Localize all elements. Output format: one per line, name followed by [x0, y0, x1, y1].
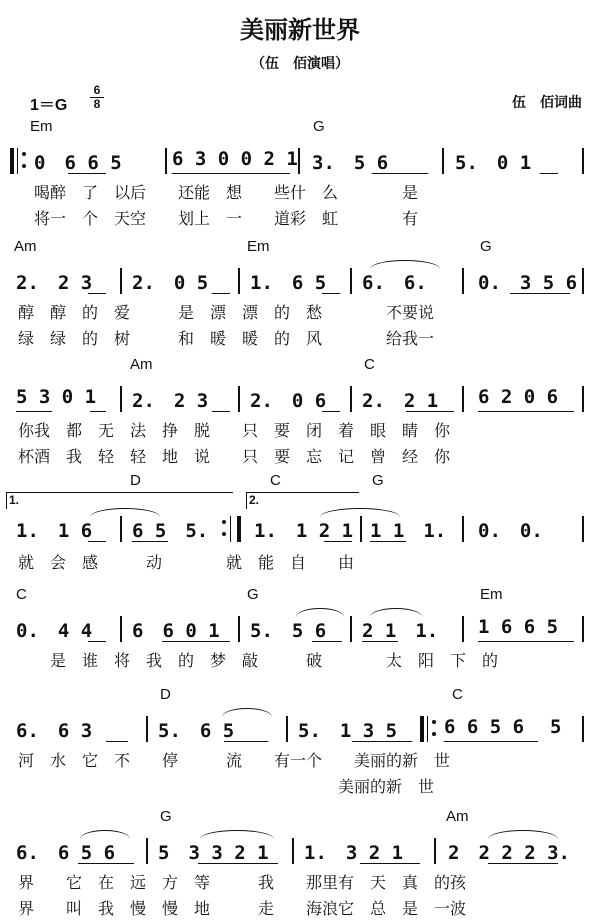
chord-symbol: Am	[14, 238, 37, 255]
measure-notes: 5 3 3 2 1	[158, 842, 269, 864]
barline	[582, 148, 584, 174]
measure-notes: 0. 4 4	[16, 620, 93, 642]
barline	[462, 268, 464, 294]
beam-underline	[88, 541, 106, 542]
barline	[582, 516, 584, 542]
repeat-dots	[222, 520, 226, 538]
chord-symbol: Am	[446, 808, 469, 825]
tie-arc	[320, 508, 400, 517]
beam-underline	[406, 411, 454, 412]
measure-notes: 6 5 5.	[132, 520, 209, 542]
measure-notes: 0. 0.	[478, 520, 543, 542]
notes-row	[0, 838, 600, 866]
beam-underline	[172, 173, 290, 174]
song-title: 美丽新世界	[240, 16, 360, 44]
beam-underline	[312, 641, 342, 642]
beam-underline	[224, 741, 268, 742]
repeat-start-barline	[420, 716, 428, 742]
notes-row	[0, 268, 600, 296]
lyric-line-2: 绿 绿 的 树 和 暖 暖 的 风 给我一	[18, 329, 435, 348]
barline	[582, 268, 584, 294]
measure-notes: 1. 1 2 1	[254, 520, 354, 542]
measure-notes: 0. 3 5 6	[478, 272, 578, 294]
barline	[120, 268, 122, 294]
barline	[462, 516, 464, 542]
beam-underline	[370, 541, 406, 542]
measure-notes: 1. 6 5	[250, 272, 327, 294]
repeat-start-barline	[10, 148, 18, 174]
lyric-line-2: 界 叫 我 慢 慢 地 走 海浪它 总 是 一波	[18, 899, 467, 918]
beam-underline	[360, 863, 420, 864]
tie-arc	[222, 708, 272, 717]
measure-notes: 1 1 1.	[370, 520, 447, 542]
barline	[582, 386, 584, 412]
barline	[462, 386, 464, 412]
measure-notes: 6. 6.	[362, 272, 427, 294]
repeat-end-barline	[230, 516, 238, 542]
measure-notes: 1. 3 2 1	[304, 842, 404, 864]
beam-underline	[88, 641, 106, 642]
beam-underline	[478, 411, 574, 412]
measure-notes: 5 3 0 1	[16, 386, 97, 408]
measure-notes: 2. 2 3	[16, 272, 93, 294]
tie-arc	[80, 830, 130, 839]
barline	[582, 716, 584, 742]
measure-notes: 5. 1 3 5	[298, 720, 398, 742]
beam-underline	[198, 863, 278, 864]
chord-symbol: G	[480, 238, 492, 255]
beam-underline	[90, 411, 106, 412]
barline	[434, 838, 436, 864]
first-ending-bracket: 1.	[6, 492, 233, 509]
barline	[238, 268, 240, 294]
barline	[292, 838, 294, 864]
lyric-line-2: 美丽的新 世	[18, 777, 435, 796]
measure-notes: 6 6 0 1	[132, 620, 220, 642]
chord-symbol: G	[247, 586, 259, 603]
measure-notes: 5	[550, 716, 562, 738]
beam-underline	[68, 173, 106, 174]
measure-notes: 6 2 0 6	[478, 386, 559, 408]
lyric-line-1: 界 它 在 远 方 等 我 那里有 天 真 的孩	[18, 873, 467, 892]
beam-underline	[478, 641, 574, 642]
barline	[442, 148, 444, 174]
chord-symbol: Em	[247, 238, 270, 255]
measure-notes: 6 6 5 6	[444, 716, 525, 738]
tie-arc	[200, 830, 274, 839]
barline	[238, 386, 240, 412]
measure-notes: 6. 6 5 6	[16, 842, 116, 864]
notes-row	[0, 386, 600, 414]
measure-notes: 0 6 6 5	[34, 152, 122, 174]
measure-notes: 1 6 6 5	[478, 616, 559, 638]
barline	[350, 616, 352, 642]
measure-notes: 2. 0 5	[132, 272, 209, 294]
chord-symbol: C	[364, 356, 375, 373]
barline	[165, 148, 167, 174]
notes-row	[0, 616, 600, 644]
barline	[120, 616, 122, 642]
barline	[286, 716, 288, 742]
repeat-dots	[432, 720, 436, 738]
tie-arc	[488, 830, 558, 839]
measure-notes: 5. 6 5	[158, 720, 235, 742]
performer-line: （伍 佰演唱）	[251, 56, 349, 72]
beam-underline	[162, 641, 230, 642]
beam-underline	[78, 863, 134, 864]
tie-arc	[370, 260, 440, 269]
notes-row	[0, 148, 600, 176]
barline	[238, 616, 240, 642]
beam-underline	[352, 741, 412, 742]
beam-underline	[510, 293, 570, 294]
barline	[462, 616, 464, 642]
barline	[298, 148, 300, 174]
tie-arc	[90, 508, 160, 517]
chord-symbol: D	[160, 686, 171, 703]
lyric-line-1: 是 谁 将 我 的 梦 敲 破 太 阳 下 的	[18, 651, 499, 670]
measure-notes: 2 2 2 2 3.	[448, 842, 570, 864]
beam-underline	[322, 411, 340, 412]
measure-notes: 1. 1 6	[16, 520, 93, 542]
beam-underline	[444, 741, 538, 742]
barline	[582, 616, 584, 642]
tie-arc	[370, 608, 422, 617]
beam-underline	[88, 293, 106, 294]
second-ending-bracket: 2.	[246, 492, 359, 509]
measure-notes: 2. 2 3	[132, 390, 209, 412]
chord-symbol: D	[130, 472, 141, 489]
chord-symbol: C	[16, 586, 27, 603]
chord-symbol: Am	[130, 356, 153, 373]
notes-row	[0, 716, 600, 744]
measure-notes: 5. 5 6	[250, 620, 327, 642]
meter-bottom: 8	[93, 97, 101, 111]
key-signature: 1＝G	[30, 97, 68, 114]
beam-underline	[540, 173, 558, 174]
chord-symbol: Em	[30, 118, 53, 135]
measure-notes: 5. 0 1	[455, 152, 532, 174]
notes-row	[0, 516, 600, 544]
measure-notes: 6. 6 3	[16, 720, 93, 742]
tie-arc	[296, 608, 344, 617]
barline	[360, 516, 362, 542]
beam-underline	[106, 741, 128, 742]
composer-credit: 伍 佰词曲	[512, 95, 582, 111]
chord-symbol: G	[160, 808, 172, 825]
chord-symbol: Em	[480, 586, 503, 603]
lyric-line-1: 你我 都 无 法 挣 脱 只 要 闭 着 眼 睛 你	[18, 421, 451, 440]
barline	[350, 268, 352, 294]
measure-notes: 2. 2 1	[362, 390, 439, 412]
lyric-line-1: 就 会 感 动 就 能 自 由	[18, 553, 355, 572]
barline	[146, 716, 148, 742]
lyric-line-1: 醇 醇 的 爱 是 漂 漂 的 愁 不要说	[18, 303, 435, 322]
lyric-line-1: 喝醉 了 以后 还能 想 些什 么 是	[18, 183, 419, 202]
measure-notes: 2 1 1.	[362, 620, 439, 642]
time-signature	[90, 84, 104, 111]
repeat-dots	[22, 152, 26, 170]
beam-underline	[16, 411, 52, 412]
chord-symbol: C	[270, 472, 281, 489]
measure-notes: 3. 5 6	[312, 152, 389, 174]
beam-underline	[322, 293, 340, 294]
beam-underline	[488, 863, 558, 864]
lyric-line-1: 河 水 它 不 停 流 有一个 美丽的新 世	[18, 751, 451, 770]
beam-underline	[362, 641, 398, 642]
barline	[120, 386, 122, 412]
barline	[120, 516, 122, 542]
chord-symbol: G	[313, 118, 325, 135]
barline	[350, 386, 352, 412]
meter-top: 6	[93, 83, 101, 97]
beam-underline	[324, 541, 352, 542]
beam-underline	[132, 541, 168, 542]
measure-notes: 2. 0 6	[250, 390, 327, 412]
beam-underline	[212, 411, 230, 412]
lyric-line-2: 杯酒 我 轻 轻 地 说 只 要 忘 记 曾 经 你	[18, 447, 451, 466]
measure-notes: 6 3 0 0 2 1	[172, 148, 298, 170]
beam-underline	[212, 293, 230, 294]
chord-symbol: G	[372, 472, 384, 489]
lyric-line-2: 将一 个 天空 划上 一 道彩 虹 有	[18, 209, 419, 228]
chord-symbol: C	[452, 686, 463, 703]
barline	[146, 838, 148, 864]
beam-underline	[372, 173, 428, 174]
